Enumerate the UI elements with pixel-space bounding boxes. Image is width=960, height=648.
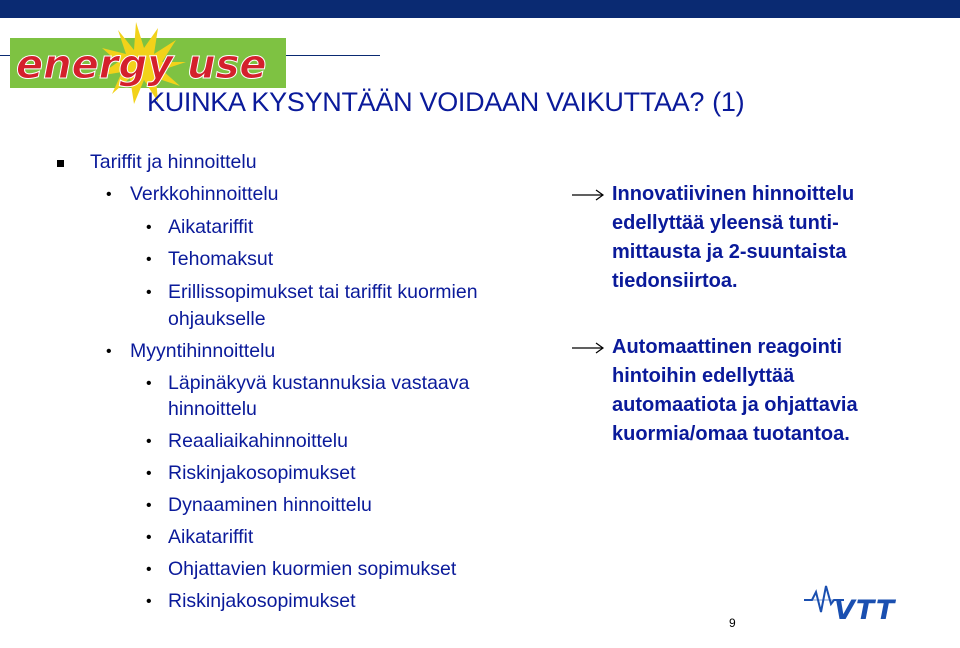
vtt-logo-text: VTT: [834, 595, 896, 622]
list-item: Riskinjakosopimukset: [168, 590, 356, 612]
bullet-icon: •: [146, 561, 152, 578]
bullet-icon: •: [146, 219, 152, 236]
logo-text: energy use: [16, 42, 267, 88]
right-arrow-icon: [572, 189, 606, 201]
bullet-icon: •: [146, 465, 152, 482]
note-line: kuormia/omaa tuotantoa.: [612, 423, 850, 445]
note-line: tiedonsiirtoa.: [612, 270, 738, 292]
note-line: Innovatiivinen hinnoittelu: [612, 183, 855, 205]
bullet-icon: •: [146, 251, 152, 268]
bullet-icon: •: [146, 433, 152, 450]
page-number: 9: [729, 616, 736, 630]
list-item: Tehomaksut: [168, 248, 274, 270]
page-title: [147, 87, 744, 118]
list-item-network-pricing: Verkkohinnoittelu: [130, 183, 279, 205]
list-item: Aikatariffit: [168, 526, 254, 548]
bullet-icon: •: [146, 497, 152, 514]
bullet-icon: •: [146, 284, 152, 301]
right-arrow-icon: [572, 342, 606, 354]
bullet-icon: •: [146, 529, 152, 546]
title-number: (1): [712, 87, 745, 117]
note-text: [612, 333, 942, 449]
list-item: Reaaliaikahinnoittelu: [168, 430, 348, 452]
vtt-logo: [804, 578, 924, 622]
bullet-icon: •: [146, 593, 152, 610]
list-item: Riskinjakosopimukset: [168, 462, 356, 484]
list-item: Dynaaminen hinnoittelu: [168, 494, 372, 516]
list-item: Läpinäkyvä kustannuksia vastaava: [168, 372, 470, 394]
bullet-icon: •: [146, 375, 152, 392]
list-item-retail-pricing: Myyntihinnoittelu: [130, 340, 276, 362]
list-item: Aikatariffit: [168, 216, 254, 238]
list-item: Ohjattavien kuormien sopimukset: [168, 558, 457, 580]
note-line: edellyttää yleensä tunti-: [612, 212, 839, 234]
square-bullet-icon: [57, 160, 64, 167]
list-item: Erillissopimukset tai tariffit kuormien: [168, 281, 478, 303]
note-line: mittausta ja 2-suuntaista: [612, 241, 847, 263]
note-text: [612, 180, 942, 296]
list-item-continuation: hinnoittelu: [168, 398, 257, 420]
title-main: KUINKA KYSYNTÄÄN VOIDAAN VAIKUTTAA?: [147, 87, 705, 117]
note-line: automaatiota ja ohjattavia: [612, 394, 858, 416]
list-item-continuation: ohjaukselle: [168, 308, 266, 330]
note-line: Automaattinen reagointi: [612, 336, 843, 358]
list-item-tariffs: Tariffit ja hinnoittelu: [90, 151, 257, 173]
note-line: hintoihin edellyttää: [612, 365, 795, 387]
bullet-icon: •: [106, 186, 112, 203]
top-bar: [0, 0, 960, 18]
bullet-icon: •: [106, 343, 112, 360]
